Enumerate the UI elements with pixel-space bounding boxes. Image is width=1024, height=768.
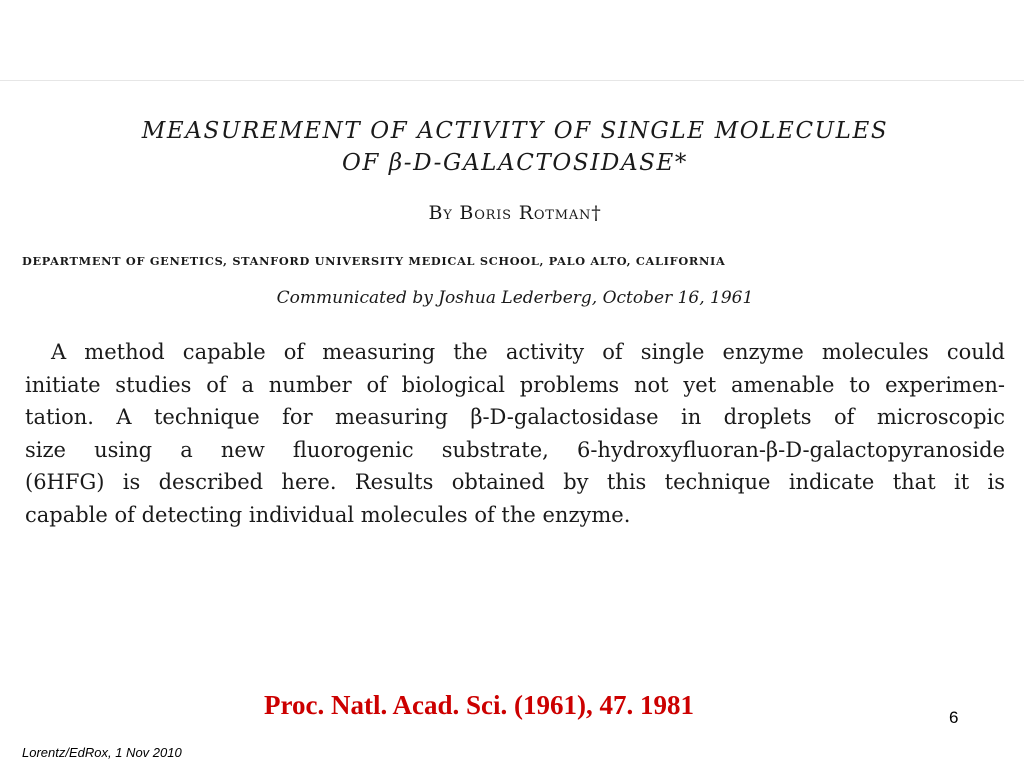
abstract-line: (6HFG) is described here. Results obtained by this technique indicate that it is [25, 470, 1005, 494]
footer-credit: Lorentz/EdRox, 1 Nov 2010 [22, 745, 182, 760]
abstract-line: A method capable of measuring the activity of single enzyme molecules could [51, 340, 1005, 364]
paper-title-line-1: MEASUREMENT OF ACTIVITY OF SINGLE MOLECULES [141, 118, 889, 144]
paper-affiliation: DEPARTMENT OF GENETICS, STANFORD UNIVERSITY MEDICAL SCHOOL, PALO ALTO, CALIFORNIA [22, 254, 726, 268]
abstract-line: size using a new fluorogenic substrate, 6-hydroxyfluoran-β-D-galactopyranoside [25, 437, 1005, 462]
abstract-line: capable of detecting individual molecules of the enzyme. [25, 502, 631, 527]
paper-title-line-2: OF β-D-GALACTOSIDASE* [341, 150, 689, 176]
top-divider [0, 80, 1024, 81]
paper-communicated-by: Communicated by Joshua Lederberg, October 16, 1961 [276, 288, 754, 308]
abstract-line: tation. A technique for measuring β-D-galactosidase in droplets of microscopic [25, 405, 1005, 429]
paper-abstract [25, 336, 1005, 531]
citation-reference: Proc. Natl. Acad. Sci. (1961), 47. 1981 [264, 690, 694, 720]
slide-page-number: 6 [949, 708, 959, 727]
paper-excerpt-image [20, 110, 1010, 540]
paper-author: By Boris Rotman† [428, 202, 602, 224]
abstract-line: initiate studies of a number of biological problems not yet amenable to experimen- [25, 372, 1005, 397]
